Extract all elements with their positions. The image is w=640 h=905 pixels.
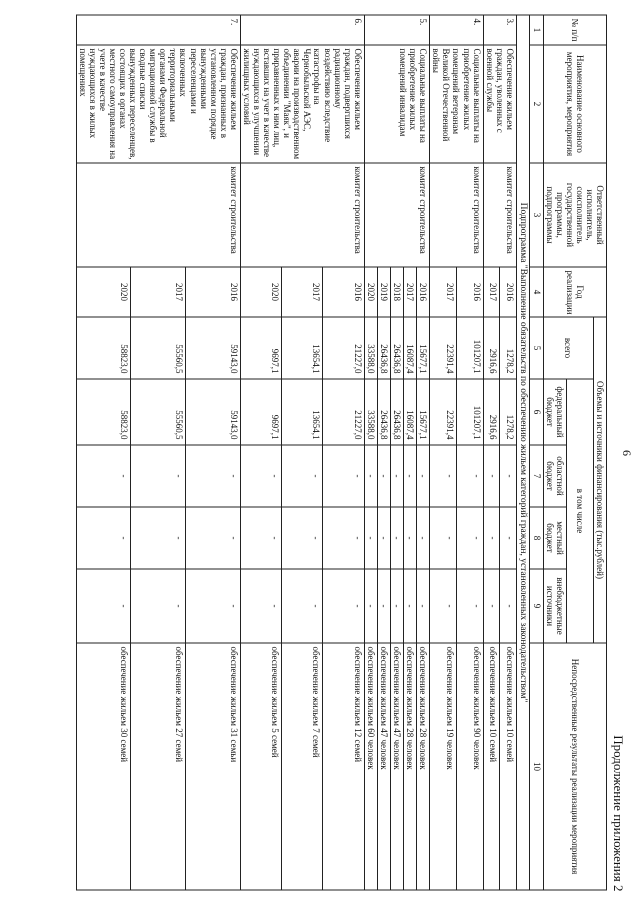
continuation-label: Продолжение приложения 2 — [611, 734, 626, 891]
header-responsible: Ответственный исполнитель, соисполнитель государственной программы, подпрограммы — [543, 163, 606, 267]
federal-cell: 33588,0 — [364, 379, 377, 445]
local-cell: - — [404, 507, 417, 569]
federal-cell: 16087,4 — [404, 379, 417, 445]
federal-cell: 21227,0 — [323, 379, 364, 445]
page-number: 6 — [620, 449, 634, 456]
table-row — [417, 15, 430, 890]
year-cell: 2016 — [186, 267, 241, 317]
year-cell: 2016 — [500, 267, 517, 317]
regional-cell: - — [364, 445, 377, 507]
table-row — [186, 15, 241, 890]
regional-cell: - — [390, 445, 403, 507]
result-cell: обеспечение жильем 27 семей — [131, 643, 186, 890]
extrabudget-cell: - — [186, 569, 241, 643]
local-cell: - — [76, 507, 131, 569]
extrabudget-cell: - — [456, 569, 483, 643]
regional-cell: - — [483, 445, 500, 507]
total-cell: 58823,0 — [76, 317, 131, 379]
item-name: Обеспечение жильем граждан, признанных в установленном порядке вынужденными переселенцами и включенных территориальными органами Федеральной миграционной службы в сводные списки вынужденных переселенцев, состоящих в органах местного самоуправления на учете в качестве нуждающихся в жилых помещениях — [76, 45, 240, 163]
header-local: местный бюджет — [543, 507, 566, 569]
table-row — [323, 15, 364, 890]
year-cell: 2017 — [131, 267, 186, 317]
federal-cell: 1278,2 — [500, 379, 517, 445]
header-funding: Объемы и источники финансирования (тыс.рублей) — [593, 317, 606, 643]
result-cell: обеспечение жильем 10 семей — [483, 643, 500, 890]
extrabudget-cell: - — [430, 569, 457, 643]
extrabudget-cell: - — [323, 569, 364, 643]
year-cell: 2017 — [430, 267, 457, 317]
col-number: 7 — [530, 445, 543, 507]
regional-cell: - — [282, 445, 323, 507]
col-number: 1 — [530, 15, 543, 45]
col-number: 2 — [530, 45, 543, 163]
regional-cell: - — [430, 445, 457, 507]
item-number: 4. — [430, 15, 483, 45]
total-cell: 55560,5 — [131, 317, 186, 379]
total-cell: 101207,1 — [456, 317, 483, 379]
regional-cell: - — [404, 445, 417, 507]
regional-cell: - — [131, 445, 186, 507]
year-cell: 2016 — [323, 267, 364, 317]
regional-cell: - — [500, 445, 517, 507]
federal-cell: 15677,1 — [417, 379, 430, 445]
total-cell: 33588,0 — [364, 317, 377, 379]
col-number: 5 — [530, 317, 543, 379]
item-name: Социальные выплаты на приобретение жилых помещений ветеранам Великой Отечественной войны — [430, 45, 483, 163]
total-cell: 22391,4 — [430, 317, 457, 379]
table-row — [456, 15, 483, 890]
col-number: 3 — [530, 163, 543, 267]
program-table — [76, 14, 607, 890]
col-number: 4 — [530, 267, 543, 317]
item-name: Социальные выплаты на приобретение жилых помещений инвалидам — [364, 45, 429, 163]
local-cell: - — [483, 507, 500, 569]
year-cell: 2017 — [404, 267, 417, 317]
local-cell: - — [240, 507, 281, 569]
local-cell: - — [377, 507, 390, 569]
year-cell: 2018 — [390, 267, 403, 317]
col-number: 9 — [530, 569, 543, 643]
year-cell: 2020 — [240, 267, 281, 317]
total-cell: 1278,2 — [500, 317, 517, 379]
item-number: 3. — [483, 15, 516, 45]
extrabudget-cell: - — [240, 569, 281, 643]
local-cell: - — [390, 507, 403, 569]
item-responsible: комитет строительства — [76, 163, 240, 267]
year-cell: 2017 — [282, 267, 323, 317]
total-cell: 9697,1 — [240, 317, 281, 379]
regional-cell: - — [186, 445, 241, 507]
item-responsible: комитет строительства — [430, 163, 483, 267]
col-number: 10 — [530, 643, 543, 890]
header-regional: областной бюджет — [543, 445, 566, 507]
table-row — [500, 15, 517, 890]
header-num: № п/п — [543, 15, 606, 45]
total-cell: 59143,0 — [186, 317, 241, 379]
result-cell: обеспечение жильем 31 семьи — [186, 643, 241, 890]
result-cell: обеспечение жильем 47 человек — [390, 643, 403, 890]
result-cell: обеспечение жильем 28 человек — [404, 643, 417, 890]
regional-cell: - — [240, 445, 281, 507]
regional-cell: - — [417, 445, 430, 507]
extrabudget-cell: - — [404, 569, 417, 643]
federal-cell: 101207,1 — [456, 379, 483, 445]
federal-cell: 22391,4 — [430, 379, 457, 445]
total-cell: 2916,6 — [483, 317, 500, 379]
federal-cell: 9697,1 — [240, 379, 281, 445]
year-cell: 2019 — [377, 267, 390, 317]
header-including: в том числе — [566, 379, 593, 643]
local-cell: - — [186, 507, 241, 569]
year-cell: 2020 — [76, 267, 131, 317]
extrabudget-cell: - — [417, 569, 430, 643]
year-cell: 2017 — [483, 267, 500, 317]
header-results: Непосредственные результаты реализации мероприятия — [543, 643, 606, 890]
local-cell: - — [430, 507, 457, 569]
total-cell: 26436,8 — [390, 317, 403, 379]
regional-cell: - — [377, 445, 390, 507]
result-cell: обеспечение жильем 90 человек — [456, 643, 483, 890]
result-cell: обеспечение жильем 19 человек — [430, 643, 457, 890]
federal-cell: 55560,5 — [131, 379, 186, 445]
result-cell: обеспечение жильем 5 семей — [240, 643, 281, 890]
local-cell: - — [456, 507, 483, 569]
regional-cell: - — [456, 445, 483, 507]
header-year: Год реализации — [543, 267, 606, 317]
regional-cell: - — [76, 445, 131, 507]
header-extrabudget: внебюджетные источники — [543, 569, 566, 643]
federal-cell: 59143,0 — [186, 379, 241, 445]
extrabudget-cell: - — [377, 569, 390, 643]
result-cell: обеспечение жильем 30 семей — [76, 643, 131, 890]
total-cell: 15677,1 — [417, 317, 430, 379]
federal-cell: 13654,1 — [282, 379, 323, 445]
result-cell: обеспечение жильем 28 человек — [417, 643, 430, 890]
item-responsible: комитет строительства — [364, 163, 429, 267]
year-cell: 2020 — [364, 267, 377, 317]
extrabudget-cell: - — [390, 569, 403, 643]
total-cell: 13654,1 — [282, 317, 323, 379]
result-cell: обеспечение жильем 60 человек — [364, 643, 377, 890]
total-cell: 26436,8 — [377, 317, 390, 379]
extrabudget-cell: - — [76, 569, 131, 643]
federal-cell: 26436,8 — [377, 379, 390, 445]
item-responsible: комитет строительства — [483, 163, 516, 267]
federal-cell: 26436,8 — [390, 379, 403, 445]
item-number: 6. — [240, 15, 364, 45]
result-cell: обеспечение жильем 7 семей — [282, 643, 323, 890]
federal-cell: 58823,0 — [76, 379, 131, 445]
col-number: 6 — [530, 379, 543, 445]
extrabudget-cell: - — [500, 569, 517, 643]
year-cell: 2016 — [456, 267, 483, 317]
header-name: Наименование основного мероприятия, мероприятия — [543, 45, 606, 163]
local-cell: - — [364, 507, 377, 569]
federal-cell: 2916,6 — [483, 379, 500, 445]
result-cell: обеспечение жильем 47 человек — [377, 643, 390, 890]
col-number: 8 — [530, 507, 543, 569]
item-name: Обеспечение жильем граждан, уволенных с военной службы — [483, 45, 516, 163]
local-cell: - — [323, 507, 364, 569]
extrabudget-cell: - — [282, 569, 323, 643]
item-number: 7. — [76, 15, 240, 45]
local-cell: - — [417, 507, 430, 569]
regional-cell: - — [323, 445, 364, 507]
total-cell: 16087,4 — [404, 317, 417, 379]
header-federal: федеральный бюджет — [543, 379, 566, 445]
local-cell: - — [282, 507, 323, 569]
subprogram-title: Подпрограмма "Выполнение обязательств по обеспечению жильем категорий граждан, установленных законодательством" — [516, 15, 530, 890]
extrabudget-cell: - — [483, 569, 500, 643]
result-cell: обеспечение жильем 12 семей — [323, 643, 364, 890]
header-total: всего — [543, 317, 593, 379]
item-name: Обеспечение жильем граждан, подвергшихся радиационному воздействию вследствие катастрофы на Чернобыльской АЭС, аварии на производственном объединении "Маяк", и приравненных к ним лиц, вставших на учет в качестве нуждающихся в улучшении жилищных условий — [240, 45, 364, 163]
extrabudget-cell: - — [131, 569, 186, 643]
year-cell: 2016 — [417, 267, 430, 317]
total-cell: 21227,0 — [323, 317, 364, 379]
item-number: 5. — [364, 15, 429, 45]
local-cell: - — [131, 507, 186, 569]
extrabudget-cell: - — [364, 569, 377, 643]
item-responsible: комитет строительства — [240, 163, 364, 267]
result-cell: обеспечение жильем 10 семей — [500, 643, 517, 890]
local-cell: - — [500, 507, 517, 569]
